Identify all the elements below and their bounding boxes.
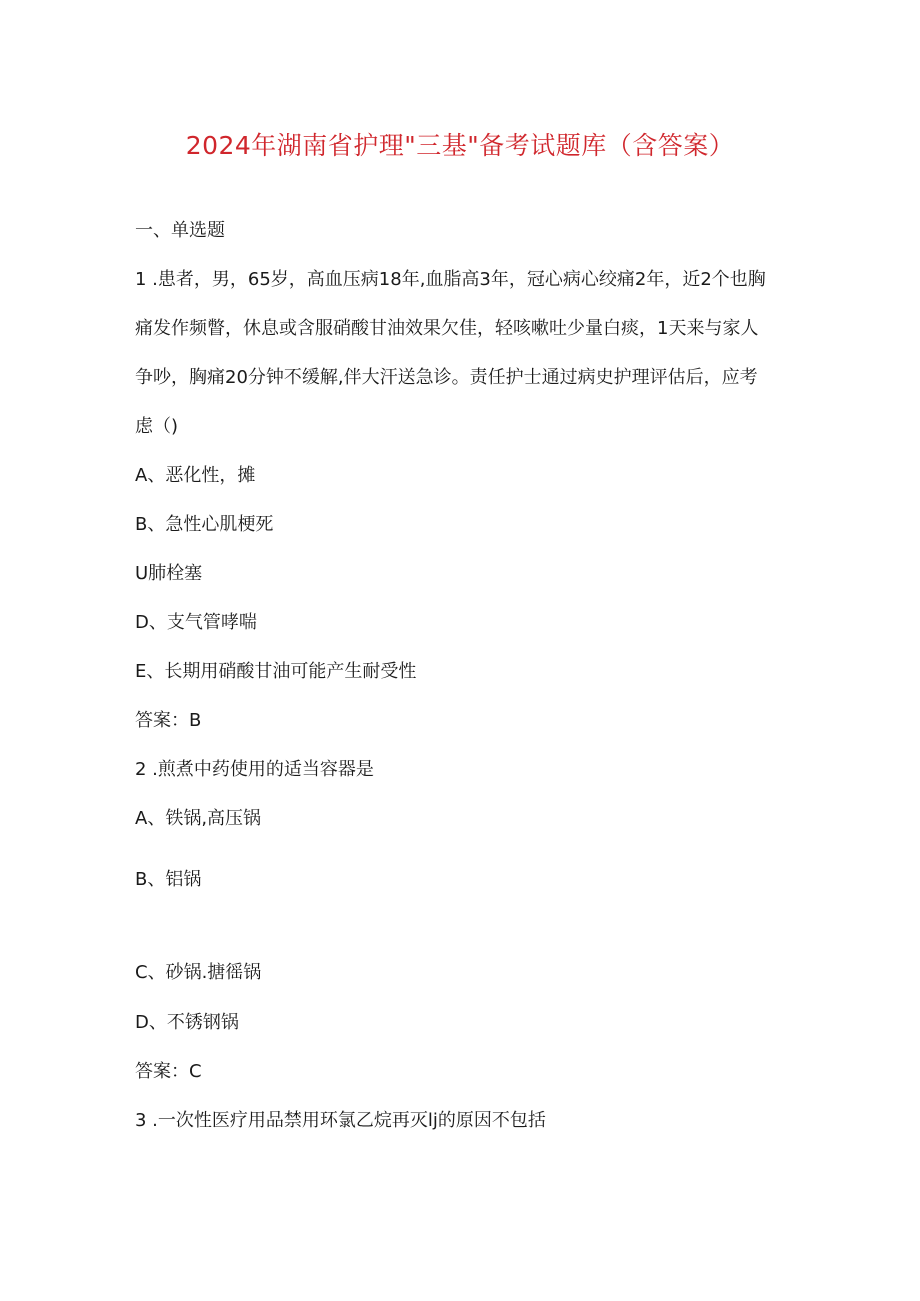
- question-3-stem: 3 .一次性医疗用品禁用环氯乙烷再灭lj的原因不包括: [135, 1110, 546, 1131]
- question-1-stem-line-3: 争吵，胸痛20分钟不缓解,伴大汗送急诊。责任护士通过病史护理评估后，应考: [135, 367, 758, 388]
- question-2-option-a: A、铁锅,高压锅: [135, 808, 262, 829]
- question-1-stem-line-4: 虑（): [135, 416, 179, 437]
- question-1-stem-line-2: 痛发作频瞥，休息或含服硝酸甘油效果欠佳，轻咳嗽吐少量白痰，1天来与家人: [135, 318, 759, 339]
- question-1-option-e: E、长期用硝酸甘油可能产生耐受性: [135, 661, 417, 682]
- question-2-answer: 答案：C: [135, 1061, 202, 1082]
- question-1-answer: 答案：B: [135, 710, 202, 731]
- section-heading: 一、单选题: [135, 220, 225, 241]
- question-2-option-b: B、铝锅: [135, 869, 202, 890]
- question-1-option-b: B、急性心肌梗死: [135, 514, 274, 535]
- question-1-option-a: A、恶化性，摊: [135, 465, 256, 486]
- question-2-stem: 2 .煎煮中药使用的适当容器是: [135, 759, 374, 780]
- document-title: 2024年湖南省护理"三基"备考试题库（含答案）: [185, 131, 735, 160]
- question-2-option-c: C、砂锅.搪徭锅: [135, 962, 262, 983]
- question-1-stem-line-1: 1 .患者，男，65岁，高血压病18年,血脂高3年，冠心病心绞痛2年，近2个也胸: [135, 269, 766, 290]
- question-2-option-d: D、不锈钢锅: [135, 1012, 239, 1033]
- question-1-option-d: D、支气管哮喘: [135, 612, 257, 633]
- question-1-option-c: U肺栓塞: [135, 563, 203, 584]
